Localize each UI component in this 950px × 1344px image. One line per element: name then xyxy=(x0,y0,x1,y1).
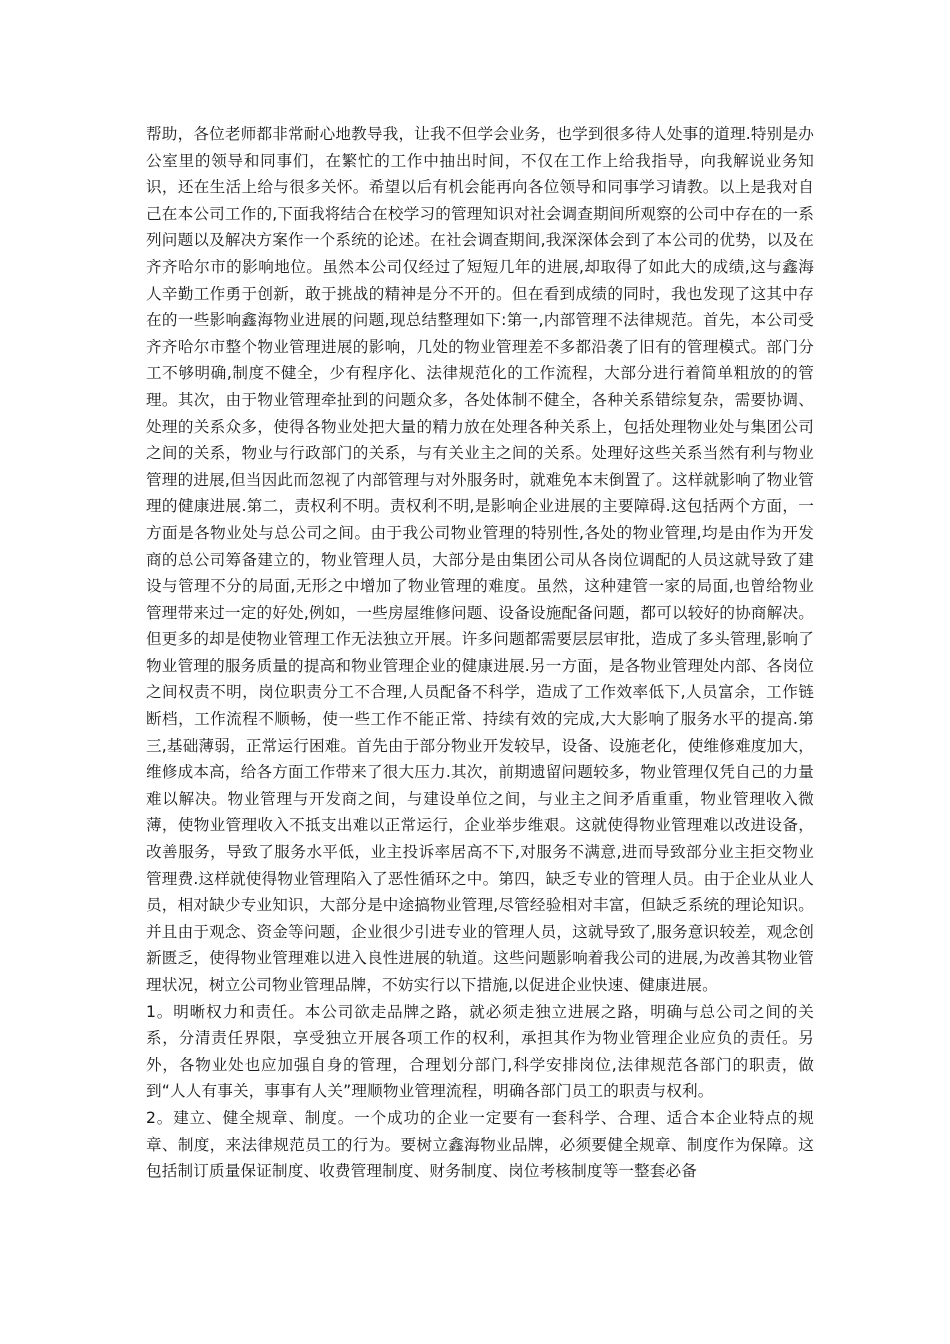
document-body xyxy=(146,121,814,1185)
paragraph-item-1: 1。明晰权力和责任。本公司欲走品牌之路，就必须走独立进展之路，明确与总公司之间的关系，分清责任界限，享受独立开展各项工作的权利，承担其作为物业管理企业应负的责任。另外，各物业处也应加强自身的管理，合理划分部门,科学安排岗位,法律规范各部门的职责，做到“人人有事关，事事有人关”理顺物业管理流程，明确各部门员工的职责与权利。 xyxy=(146,1002,814,1101)
paragraph-intro: 帮助，各位老师都非常耐心地教导我，让我不但学会业务，也学到很多待人处事的道理.特别是办公室里的领导和同事们，在繁忙的工作中抽出时间，不仅在工作上给我指导，向我解说业务知识，还在生活上给与很多关怀。希望以后有机会能再向各位领导和同事学习请教。以上是我对自己在本公司工作的,下面我将结合在校学习的管理知识对社会调查期间所观察的公司中存在的一系列问题以及解决方案作一个系统的论述。在社会调查期间,我深深体会到了本公司的优势，以及在齐齐哈尔市的影响地位。虽然本公司仅经过了短短几年的进展,却取得了如此大的成绩,这与鑫海人辛勤工作勇于创新，敢于挑战的精神是分不开的。但在看到成绩的同时，我也发现了这其中存在的一些影响鑫海物业进展的问题,现总结整理如下:第一,内部管理不法律规范。首先，本公司受齐齐哈尔市整个物业管理进展的影响，几处的物业管理差不多都沿袭了旧有的管理模式。部门分工不够明确,制度不健全，少有程序化、法律规范化的工作流程，大部分进行着简单粗放的的管理。其次，由于物业管理牵扯到的问题众多，各处体制不健全，各种关系错综复杂，需要协调、处理的关系众多，使得各物业处把大量的精力放在处理各种关系上，包括处理物业处与集团公司之间的关系，物业与行政部门的关系，与有关业主之间的关系。处理好这些关系当然有利与物业管理的进展,但当因此而忽视了内部管理与对外服务时，就难免本末倒置了。这样就影响了物业管理的健康进展.第二，责权利不明。责权利不明,是影响企业进展的主要障碍.这包括两个方面，一方面是各物业处与总公司之间。由于我公司物业管理的特别性,各处的物业管理,均是由作为开发商的总公司筹备建立的，物业管理人员，大部分是由集团公司从各岗位调配的人员这就导致了建设与管理不分的局面,无形之中增加了物业管理的难度。虽然，这种建管一家的局面,也曾给物业管理带来过一定的好处,例如，一些房屋维修问题、设备设施配备问题，都可以较好的协商解决。但更多的却是使物业管理工作无法独立开展。许多问题都需要层层审批，造成了多头管理,影响了物业管理的服务质量的提高和物业管理企业的健康进展.另一方面，是各物业管理处内部、各岗位之间权责不明，岗位职责分工不合理,人员配备不科学，造成了工作效率低下,人员富余，工作链断档，工作流程不顺畅，使一些工作不能正常、持续有效的完成,大大影响了服务水平的提高.第三,基础薄弱，正常运行困难。首先由于部分物业开发较早，设备、设施老化，使维修难度加大，维修成本高，给各方面工作带来了很大压力.其次，前期遗留问题较多，物业管理仅凭自己的力量难以解决。物业管理与开发商之间，与建设单位之间，与业主之间矛盾重重，物业管理收入微薄，使物业管理收入不抵支出难以正常运行，企业举步维艰。这就使得物业管理难以改进设备，改善服务，导致了服务水平低，业主投诉率居高不下,对服务不满意,进而导致部分业主拒交物业管理费.这样就使得物业管理陷入了恶性循环之中。第四，缺乏专业的管理人员。由于企业从业人员，相对缺少专业知识，大部分是中途搞物业管理,尽管经验相对丰富，但缺乏系统的理论知识。并且由于观念、资金等问题，企业很少引进专业的管理人员，这就导致了,服务意识较差，观念创新匮乏，使得物业管理难以进入良性进展的轨道。这些问题影响着我公司的进展,为改善其物业管理状况，树立公司物业管理品牌，不妨实行以下措施,以促进企业快速、健康进展。 xyxy=(146,125,814,994)
paragraph-item-2: 2。建立、健全规章、制度。一个成功的企业一定要有一套科学、合理、适合本企业特点的规章、制度，来法律规范员工的行为。要树立鑫海物业品牌，必须要健全规章、制度作为保障。这包括制订质量保证制度、收费管理制度、财务制度、岗位考核制度等一整套必备 xyxy=(146,1108,814,1181)
